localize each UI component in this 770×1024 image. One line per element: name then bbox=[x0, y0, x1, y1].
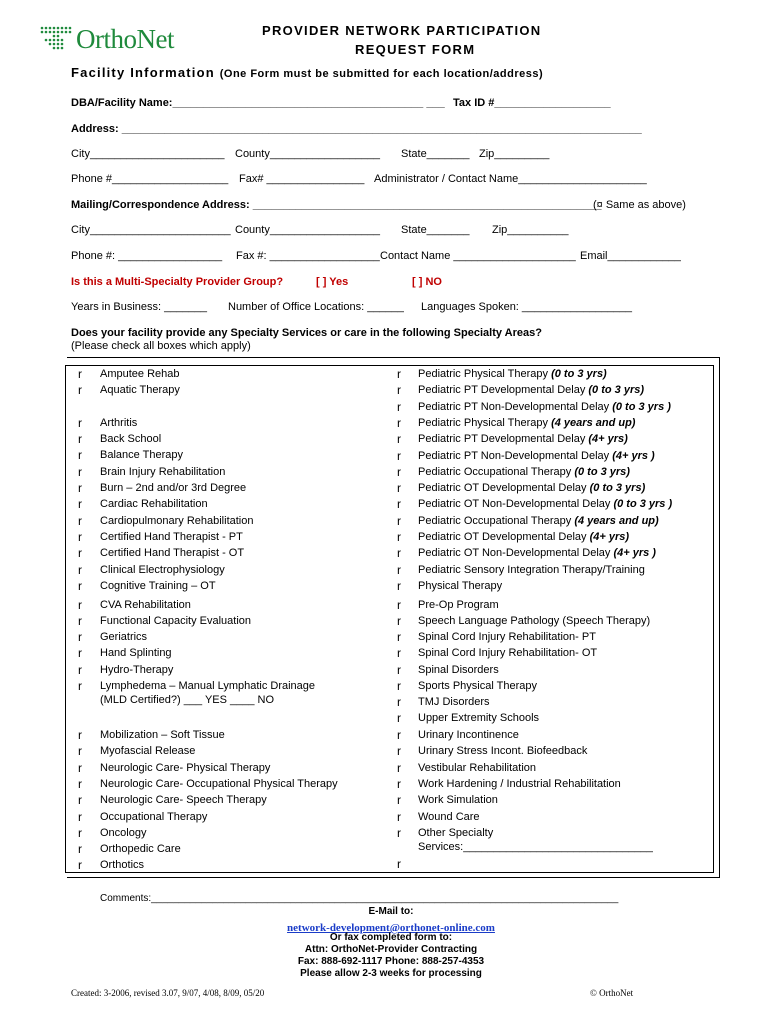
specialty-option-text: Other Specialty bbox=[418, 827, 494, 839]
checkbox-icon[interactable]: r bbox=[397, 514, 401, 528]
age-range-qualifier: (4+ yrs ) bbox=[612, 450, 655, 462]
copyright-note: © OrthoNet bbox=[590, 988, 634, 998]
section-title: Facility Information bbox=[71, 65, 215, 80]
specialty-option-label bbox=[418, 433, 628, 445]
specialty-option-label bbox=[418, 531, 629, 543]
created-revised-note: Created: 3-2006, revised 3.07, 9/07, 4/08, 8/09, 05/20 bbox=[71, 988, 265, 998]
checkbox-icon[interactable]: r bbox=[78, 663, 82, 677]
checkbox-icon[interactable]: r bbox=[397, 449, 401, 463]
specialty-option-label bbox=[418, 664, 499, 676]
checkbox-icon[interactable]: r bbox=[397, 497, 401, 511]
age-range-qualifier: (4+ yrs) bbox=[589, 531, 630, 543]
specialty-option-text: Pediatric Occupational Therapy bbox=[418, 466, 575, 478]
checkbox-icon[interactable]: r bbox=[78, 383, 82, 397]
mailing-phone-field[interactable]: Phone #: _________________ bbox=[71, 250, 223, 262]
specialty-option-label: Functional Capacity Evaluation bbox=[100, 615, 252, 627]
other-services-line[interactable]: Services:_______________________________ bbox=[418, 841, 653, 853]
section-heading bbox=[71, 65, 543, 80]
checkbox-icon[interactable]: r bbox=[78, 497, 82, 511]
box-top-border bbox=[67, 357, 720, 358]
checkbox-icon[interactable]: r bbox=[78, 777, 82, 791]
checkbox-icon[interactable]: r bbox=[78, 744, 82, 758]
checkbox-icon[interactable]: r bbox=[397, 826, 401, 840]
age-range-qualifier: (4 years and up) bbox=[551, 417, 636, 429]
specialty-option-label: Hand Splinting bbox=[100, 647, 172, 659]
checkbox-icon[interactable]: r bbox=[78, 858, 82, 872]
specialty-option-label: Occupational Therapy bbox=[100, 811, 208, 823]
state-field[interactable]: State_______ bbox=[401, 148, 470, 160]
specialty-option-text: Physical Therapy bbox=[418, 580, 503, 592]
comments-field[interactable]: Comments:____________________________________________________________________________________ bbox=[100, 893, 619, 904]
mailing-county-field[interactable]: County__________________ bbox=[235, 224, 380, 236]
specialty-option-label bbox=[418, 547, 656, 559]
checkbox-icon[interactable]: r bbox=[397, 630, 401, 644]
checkbox-icon[interactable]: r bbox=[78, 842, 82, 856]
specialty-option-label bbox=[418, 384, 644, 396]
processing-note: Please allow 2-3 weeks for processing bbox=[300, 968, 482, 979]
checkbox-icon[interactable]: r bbox=[78, 448, 82, 462]
dba-field[interactable]: DBA/Facility Name:_________________________________________ ___ bbox=[71, 97, 445, 109]
mailing-city-field[interactable]: City_______________________ bbox=[71, 224, 231, 236]
form-title-line2: REQUEST FORM bbox=[355, 42, 476, 57]
specialty-instruction: (Please check all boxes which apply) bbox=[71, 340, 251, 352]
specialty-option-label: Clinical Electrophysiology bbox=[100, 564, 225, 576]
checkbox-icon[interactable]: r bbox=[397, 744, 401, 758]
specialty-option-text: Speech Language Pathology (Speech Therapy) bbox=[418, 615, 651, 627]
checkbox-icon[interactable]: r bbox=[78, 598, 82, 612]
checkbox-icon[interactable]: r bbox=[78, 367, 82, 381]
checkbox-icon[interactable]: r bbox=[78, 416, 82, 430]
specialty-option-label: Certified Hand Therapist - PT bbox=[100, 531, 243, 543]
specialty-option-text: Pediatric Sensory Integration Therapy/Training bbox=[418, 564, 645, 576]
checkbox-icon[interactable]: r bbox=[78, 810, 82, 824]
specialty-option-label bbox=[418, 615, 650, 627]
specialty-option-label bbox=[418, 680, 537, 692]
specialty-option-label: Balance Therapy bbox=[100, 449, 183, 461]
specialty-option-label bbox=[418, 647, 597, 659]
age-range-qualifier: (0 to 3 yrs) bbox=[588, 384, 645, 396]
specialty-option-label: Neurologic Care- Occupational Physical Therapy bbox=[100, 778, 338, 790]
specialty-option-text: Pediatric PT Developmental Delay bbox=[418, 384, 589, 396]
checkbox-icon[interactable]: r bbox=[78, 563, 82, 577]
specialty-option-label bbox=[418, 515, 659, 527]
attn-line: Attn: OrthoNet-Provider Contracting bbox=[304, 944, 478, 955]
specialty-option-text: Work Simulation bbox=[418, 794, 498, 806]
administrator-contact-field[interactable]: Administrator / Contact Name_____________________ bbox=[374, 173, 647, 185]
specialty-option-label: Cardiac Rehabilitation bbox=[100, 498, 208, 510]
specialty-option-text: Pediatric OT Non-Developmental Delay bbox=[418, 547, 614, 559]
checkbox-icon[interactable]: r bbox=[78, 530, 82, 544]
fax-instruction: Or fax completed form to: bbox=[329, 932, 453, 943]
email-to-label: E-Mail to: bbox=[368, 906, 414, 917]
address-field[interactable]: Address: _____________________________________________________________________________________ bbox=[71, 123, 642, 135]
specialty-option-text: Pediatric PT Non-Developmental Delay bbox=[418, 401, 613, 413]
specialty-option-label bbox=[418, 580, 502, 592]
specialty-option-label: Orthotics bbox=[100, 859, 145, 871]
extra-checkbox-icon[interactable]: r bbox=[397, 857, 401, 871]
specialty-option-text: Urinary Incontinence bbox=[418, 729, 519, 741]
specialty-option-label bbox=[418, 811, 480, 823]
specialty-option-label: Neurologic Care- Physical Therapy bbox=[100, 762, 271, 774]
city-field[interactable]: City______________________ bbox=[71, 148, 225, 160]
specialty-option-label: CVA Rehabilitation bbox=[100, 599, 191, 611]
checkbox-icon[interactable]: r bbox=[397, 810, 401, 824]
specialty-option-label: Neurologic Care- Speech Therapy bbox=[100, 794, 267, 806]
box-inner-bottom-border bbox=[65, 872, 713, 873]
specialty-option-label: Cognitive Training – OT bbox=[100, 580, 216, 592]
mailing-zip-field[interactable]: Zip__________ bbox=[492, 224, 569, 236]
specialty-option-text: Upper Extremity Schools bbox=[418, 712, 540, 724]
checkbox-icon[interactable]: r bbox=[397, 728, 401, 742]
checkbox-icon[interactable]: r bbox=[397, 546, 401, 560]
checkbox-icon[interactable]: r bbox=[78, 761, 82, 775]
specialty-option-label bbox=[418, 599, 499, 611]
box-bottom-border bbox=[67, 877, 720, 878]
tax-id-field[interactable]: Tax ID #___________________ bbox=[453, 97, 611, 109]
checkbox-icon[interactable]: r bbox=[78, 630, 82, 644]
specialty-option-label bbox=[418, 564, 645, 576]
form-title-line1: PROVIDER NETWORK PARTICIPATION bbox=[262, 23, 542, 38]
checkbox-icon[interactable]: r bbox=[397, 711, 401, 725]
specialty-option-text: Urinary Stress Incont. Biofeedback bbox=[418, 745, 588, 757]
specialty-option-text: Pediatric PT Developmental Delay bbox=[418, 433, 589, 445]
specialty-option-label: Geriatrics bbox=[100, 631, 148, 643]
checkbox-icon[interactable]: r bbox=[397, 646, 401, 660]
specialty-option-label bbox=[418, 712, 539, 724]
same-as-above-checkbox[interactable]: (¤ Same as above) bbox=[593, 199, 686, 211]
specialty-option-label: Orthopedic Care bbox=[100, 843, 181, 855]
specialty-option-text: Sports Physical Therapy bbox=[418, 680, 538, 692]
mld-certified-line[interactable]: (MLD Certified?) ___ YES ____ NO bbox=[100, 694, 275, 706]
checkbox-icon[interactable]: r bbox=[397, 367, 401, 381]
age-range-qualifier: (4+ yrs) bbox=[588, 433, 628, 445]
age-range-qualifier: (0 to 3 yrs ) bbox=[613, 498, 673, 510]
checkbox-icon[interactable]: r bbox=[397, 793, 401, 807]
specialty-option-text: Pediatric PT Non-Developmental Delay bbox=[418, 450, 613, 462]
specialty-option-label: Lymphedema – Manual Lymphatic Drainage bbox=[100, 680, 316, 692]
checkbox-icon[interactable]: r bbox=[78, 679, 82, 693]
specialty-option-text: Vestibular Rehabilitation bbox=[418, 762, 537, 774]
box-inner-top-border bbox=[65, 365, 713, 366]
email-link[interactable]: network-development@orthonet-online.com bbox=[287, 922, 495, 934]
checkbox-icon[interactable]: r bbox=[78, 546, 82, 560]
checkbox-icon[interactable]: r bbox=[78, 481, 82, 495]
checkbox-icon[interactable]: r bbox=[397, 383, 401, 397]
checkbox-icon[interactable]: r bbox=[397, 777, 401, 791]
checkbox-icon[interactable]: r bbox=[397, 679, 401, 693]
specialty-option-label bbox=[418, 745, 587, 757]
specialty-option-label bbox=[418, 482, 645, 494]
checkbox-icon[interactable]: r bbox=[78, 579, 82, 593]
age-range-qualifier: (0 to 3 yrs) bbox=[551, 368, 607, 380]
multi-specialty-no-checkbox[interactable]: [ ] NO bbox=[412, 276, 442, 288]
checkbox-icon[interactable]: r bbox=[78, 826, 82, 840]
specialty-option-label: Burn – 2nd and/or 3rd Degree bbox=[100, 482, 247, 494]
specialty-question: Does your facility provide any Specialty Services or care in the following Specialty Areas? bbox=[71, 327, 542, 339]
checkbox-icon[interactable]: r bbox=[397, 695, 401, 709]
phone-field[interactable]: Phone #___________________ bbox=[71, 173, 229, 185]
mailing-address-field[interactable]: Mailing/Correspondence Address: _________________________________________________________ bbox=[71, 199, 602, 211]
checkbox-icon[interactable]: r bbox=[78, 728, 82, 742]
specialty-option-label: Oncology bbox=[100, 827, 147, 839]
checkbox-icon[interactable]: r bbox=[397, 663, 401, 677]
mailing-email-field[interactable]: Email____________ bbox=[580, 250, 681, 262]
specialty-option-label bbox=[418, 368, 607, 380]
specialty-option-label: Arthritis bbox=[100, 417, 138, 429]
specialty-option-text: Spinal Cord Injury Rehabilitation- PT bbox=[418, 631, 596, 643]
specialty-option-label bbox=[418, 762, 536, 774]
checkbox-icon[interactable]: r bbox=[397, 563, 401, 577]
specialty-option-label bbox=[418, 417, 635, 429]
checkbox-icon[interactable]: r bbox=[78, 614, 82, 628]
specialty-option-text: Wound Care bbox=[418, 811, 480, 823]
specialty-option-label: Mobilization – Soft Tissue bbox=[100, 729, 225, 741]
specialty-option-label bbox=[418, 450, 655, 462]
specialty-option-text: Pediatric Occupational Therapy bbox=[418, 515, 575, 527]
specialty-option-label: Hydro-Therapy bbox=[100, 664, 174, 676]
specialty-option-label bbox=[418, 498, 672, 510]
specialty-option-label bbox=[418, 466, 630, 478]
county-field[interactable]: County__________________ bbox=[235, 148, 380, 160]
box-left-border bbox=[65, 365, 66, 873]
specialty-option-text: Pediatric OT Developmental Delay bbox=[418, 531, 590, 543]
checkbox-icon[interactable]: r bbox=[397, 579, 401, 593]
specialty-option-text: Spinal Cord Injury Rehabilitation- OT bbox=[418, 647, 598, 659]
checkbox-icon[interactable]: r bbox=[397, 432, 401, 446]
specialty-option-text: TMJ Disorders bbox=[418, 696, 490, 708]
checkbox-icon[interactable]: r bbox=[78, 432, 82, 446]
specialty-option-label bbox=[418, 794, 498, 806]
checkbox-icon[interactable]: r bbox=[78, 646, 82, 660]
specialty-option-label: Aquatic Therapy bbox=[100, 384, 180, 396]
multi-specialty-yes-checkbox[interactable]: [ ] Yes bbox=[316, 276, 349, 288]
age-range-qualifier: (0 to 3 yrs) bbox=[589, 482, 646, 494]
specialty-option-label bbox=[418, 729, 519, 741]
fax-field[interactable]: Fax# ________________ bbox=[239, 173, 365, 185]
age-range-qualifier: (0 to 3 yrs ) bbox=[612, 401, 671, 413]
checkbox-icon[interactable]: r bbox=[397, 614, 401, 628]
years-in-business-field[interactable]: Years in Business: _______ bbox=[71, 301, 207, 313]
checkbox-icon[interactable]: r bbox=[397, 416, 401, 430]
specialty-option-label bbox=[418, 778, 621, 790]
specialty-option-label: Certified Hand Therapist - OT bbox=[100, 547, 245, 559]
section-note: (One Form must be submitted for each location/address) bbox=[219, 68, 544, 80]
languages-spoken-field[interactable]: Languages Spoken: __________________ bbox=[421, 301, 633, 313]
checkbox-icon[interactable]: r bbox=[397, 481, 401, 495]
checkbox-icon[interactable]: r bbox=[397, 530, 401, 544]
mailing-fax-field[interactable]: Fax #: __________________ bbox=[236, 250, 380, 262]
specialty-option-label: Amputee Rehab bbox=[100, 368, 180, 380]
specialty-option-label: Back School bbox=[100, 433, 162, 445]
age-range-qualifier: (4+ yrs ) bbox=[613, 547, 656, 559]
checkbox-icon[interactable]: r bbox=[397, 598, 401, 612]
checkbox-icon[interactable]: r bbox=[397, 465, 401, 479]
specialty-option-label: Myofascial Release bbox=[100, 745, 196, 757]
box-inner-right-border bbox=[713, 365, 714, 873]
checkbox-icon[interactable]: r bbox=[78, 465, 82, 479]
specialty-option-label: Cardiopulmonary Rehabilitation bbox=[100, 515, 254, 527]
specialty-option-text: Work Hardening / Industrial Rehabilitation bbox=[418, 778, 621, 790]
specialty-option-label bbox=[418, 827, 493, 839]
specialty-option-text: Pediatric OT Developmental Delay bbox=[418, 482, 590, 494]
checkbox-icon[interactable]: r bbox=[78, 793, 82, 807]
specialty-option-label bbox=[418, 401, 671, 413]
specialty-option-text: Spinal Disorders bbox=[418, 664, 499, 676]
age-range-qualifier: (4 years and up) bbox=[574, 515, 659, 527]
logo-dot-grid-icon bbox=[40, 26, 74, 50]
age-range-qualifier: (0 to 3 yrs) bbox=[574, 466, 630, 478]
specialty-option-label bbox=[418, 631, 596, 643]
specialty-option-text: Pre-Op Program bbox=[418, 599, 499, 611]
checkbox-icon[interactable]: r bbox=[397, 400, 401, 414]
checkbox-icon[interactable]: r bbox=[78, 514, 82, 528]
mailing-contact-field[interactable]: Contact Name ____________________ bbox=[380, 250, 576, 262]
mailing-state-field[interactable]: State_______ bbox=[401, 224, 470, 236]
specialty-option-text: Pediatric Physical Therapy bbox=[418, 368, 552, 380]
office-locations-field[interactable]: Number of Office Locations: ______ bbox=[228, 301, 404, 313]
specialty-option-label bbox=[418, 696, 490, 708]
specialty-option-text: Pediatric Physical Therapy bbox=[418, 417, 552, 429]
specialty-option-label: Brain Injury Rehabilitation bbox=[100, 466, 226, 478]
specialty-option-text: Pediatric OT Non-Developmental Delay bbox=[418, 498, 614, 510]
checkbox-icon[interactable]: r bbox=[397, 761, 401, 775]
fax-phone-line: Fax: 888-692-1117 Phone: 888-257-4353 bbox=[297, 956, 485, 967]
multi-specialty-question: Is this a Multi-Specialty Provider Group? bbox=[71, 276, 284, 288]
logo-text: OrthoNet bbox=[76, 24, 174, 54]
zip-field[interactable]: Zip_________ bbox=[479, 148, 550, 160]
box-right-border bbox=[719, 357, 720, 878]
